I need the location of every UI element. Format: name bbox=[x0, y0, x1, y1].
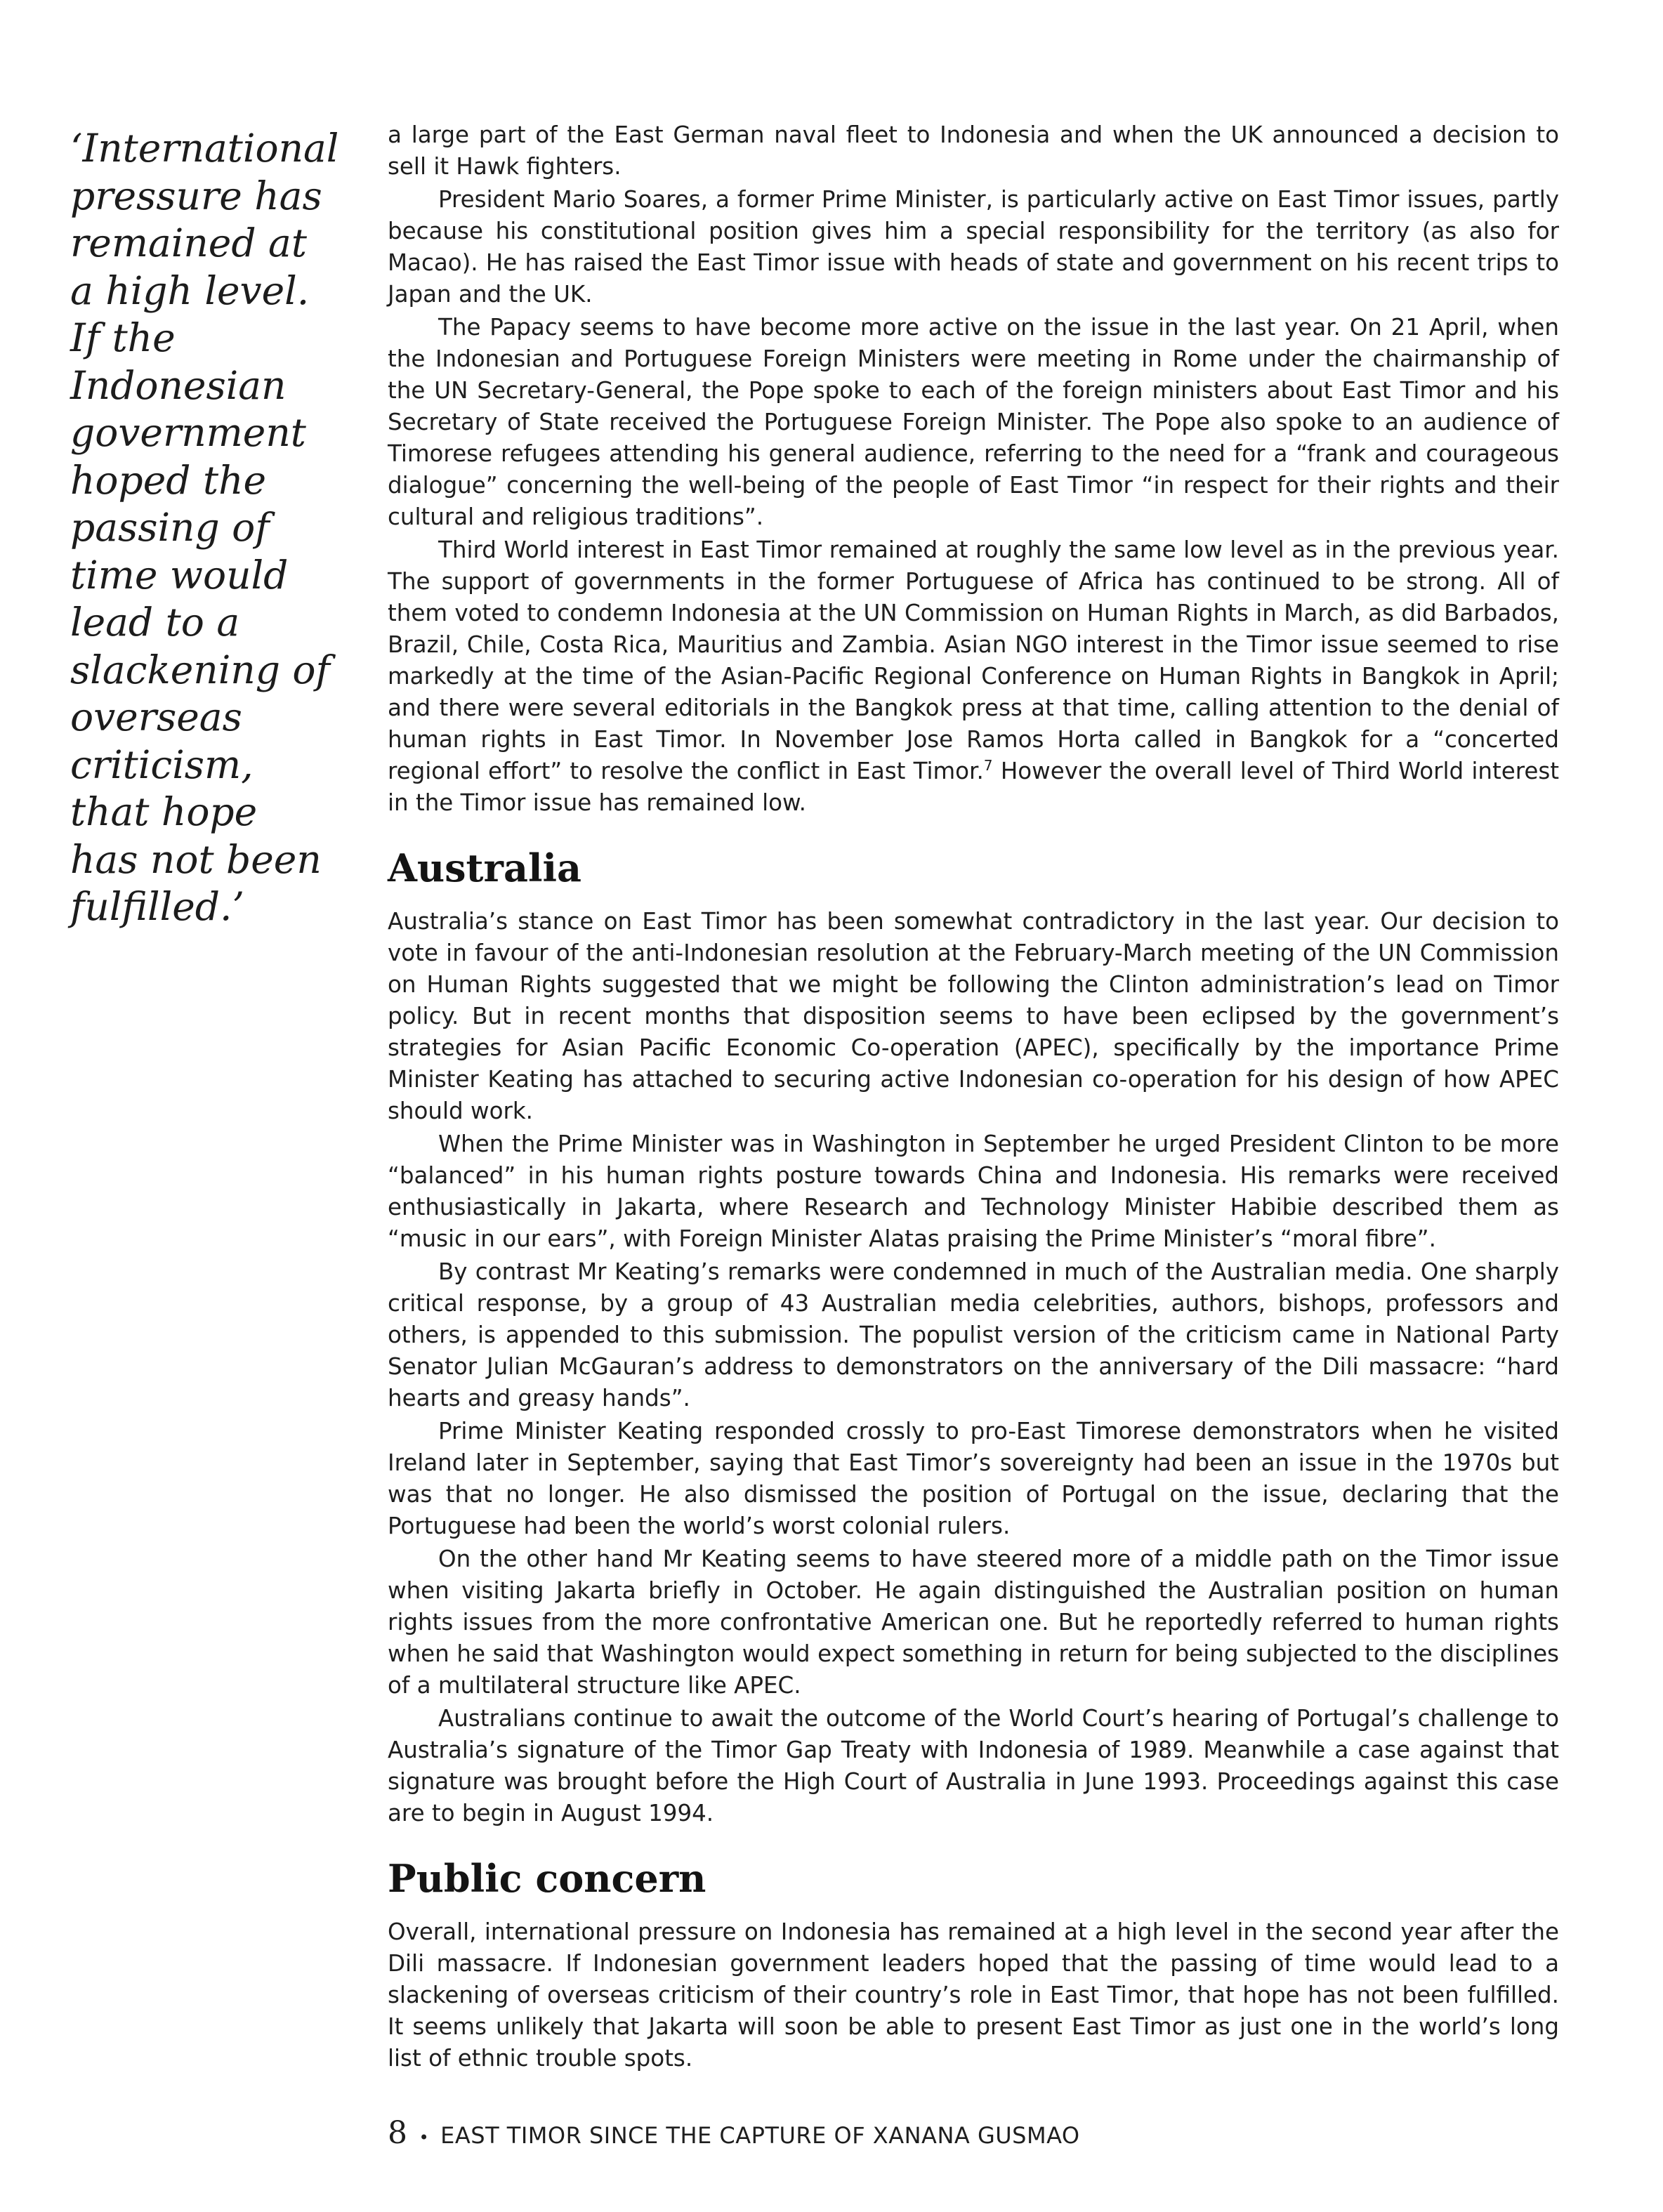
paragraph: When the Prime Minister was in Washington in September he urged President Clinton to be more “balanced” in his human rights posture towards China and Indonesia. His remarks were received enthusiastically in Jakarta, where Research and Technology Minister Habibie described them as “music in our ears”, with Foreign Minister Alatas praising the Prime Minister’s “moral fibre”. bbox=[388, 1131, 1559, 1252]
paragraph-text: Third World interest in East Timor remained at roughly the same low level as in the previous year. The support of governments in the former Portuguese of Africa has continued to be strong. All of them voted to condemn Indonesia at the UN Commission on Human Rights in March, as did Barbados, Brazil, Chile, Costa Rica, Mauritius and Zambia. Asian NGO interest in the Timor issue seemed to rise markedly at the time of the Asian-Pacific Regional Conference on Human Rights in Bangkok in April; and there were several editorials in the Bangkok press at that time, calling attention to the denial of human rights in East Timor. In November Jose Ramos Horta called in Bangkok for a “concerted regional effort” to resolve the conflict in East Timor. bbox=[388, 536, 1559, 784]
paragraph: Australia’s stance on East Timor has been somewhat contradictory in the last year. Our decision to vote in favour of the anti-Indonesian resolution at the February-March meeting of the UN Commission on Human Rights suggested that we might be following the Clinton administration’s lead on Timor policy. But in recent months that disposition seems to have been eclipsed by the government’s strategies for Asian Pacific Economic Co-operation (APEC), specifically by the importance Prime Minister Keating has attached to securing active Indonesian co-operation for his design of how APEC should work. bbox=[388, 908, 1559, 1124]
paragraph: Prime Minister Keating responded crossly to pro-East Timorese demonstrators when he visited Ireland later in September, saying that East Timor’s sovereignty had been an issue in the 1970s but was that no longer. He also dismissed the position of Portugal on the issue, declaring that the Portuguese had been the world’s worst colonial rulers. bbox=[388, 1418, 1559, 1539]
paragraph-text: However the overall level of Third World interest in the Timor issue has remained low. bbox=[388, 758, 1560, 816]
footnote-marker: 7 bbox=[983, 757, 993, 775]
paragraph: a large part of the East German naval fleet to Indonesia and when the UK announced a decision to sell it Hawk fighters. bbox=[388, 121, 1559, 180]
paragraph: On the other hand Mr Keating seems to have steered more of a middle path on the Timor issue when visiting Jakarta briefly in October. He again distinguished the Australian position on human rights issues from the more confrontative American one. But he reportedly referred to human rights when he said that Washington would expect something in return for being subjected to the disciplines of a multilateral structure like APEC. bbox=[388, 1546, 1559, 1699]
pull-quote: ‘International pressure has remained at a high level. If the Indonesian government hoped the passing of time would lead to a slackening of overseas criticism, that hope has not been fulfilled.’ bbox=[70, 126, 339, 929]
paragraph bbox=[388, 534, 1559, 819]
page-number: 8 bbox=[388, 2115, 408, 2151]
page-footer bbox=[388, 2115, 1080, 2151]
paragraph: Overall, international pressure on Indonesia has remained at a high level in the second year after the Dili massacre. If Indonesian government leaders hoped that the passing of time would lead to a slackening of overseas criticism of their country’s role in East Timor, that hope has not been fulfilled. It seems unlikely that Jakarta will soon be able to present East Timor as just one in the world’s long list of ethnic trouble spots. bbox=[388, 1918, 1559, 2072]
section-heading-public-concern: Public concern bbox=[388, 1856, 706, 1901]
paragraph: The Papacy seems to have become more active on the issue in the last year. On 21 April, when the Indonesian and Portuguese Foreign Ministers were meeting in Rome under the chairmanship of the UN Secretary-General, the Pope spoke to each of the foreign ministers about East Timor and his Secretary of State received the Portuguese Foreign Minister. The Pope also spoke to an audience of Timorese refugees attending his general audience, referring to the need for a “frank and courageous dialogue” concerning the well-being of the people of East Timor “in respect for their rights and their cultural and religious traditions”. bbox=[388, 314, 1559, 530]
section-heading-australia: Australia bbox=[388, 845, 581, 890]
running-title: EAST TIMOR SINCE THE CAPTURE OF XANANA GUSMAO bbox=[440, 2122, 1080, 2149]
main-column bbox=[388, 119, 1559, 2076]
paragraph: Australians continue to await the outcome of the World Court’s hearing of Portugal’s challenge to Australia’s signature of the Timor Gap Treaty with Indonesia of 1989. Meanwhile a case against that signature was brought before the High Court of Australia in June 1993. Proceedings against this case are to begin in August 1994. bbox=[388, 1705, 1559, 1826]
bullet-separator: • bbox=[419, 2128, 430, 2147]
paragraph: President Mario Soares, a former Prime Minister, is particularly active on East Timor issues, partly because his constitutional position gives him a special responsibility for the territory (as also for Macao). He has raised the East Timor issue with heads of state and government on his recent trips to Japan and the UK. bbox=[388, 186, 1559, 308]
paragraph: By contrast Mr Keating’s remarks were condemned in much of the Australian media. One sharply critical response, by a group of 43 Australian media celebrities, authors, bishops, professors and others, is appended to this submission. The populist version of the criticism came in National Party Senator Julian McGauran’s address to demonstrators on the anniversary of the Dili massacre: “hard hearts and greasy hands”. bbox=[388, 1258, 1559, 1411]
